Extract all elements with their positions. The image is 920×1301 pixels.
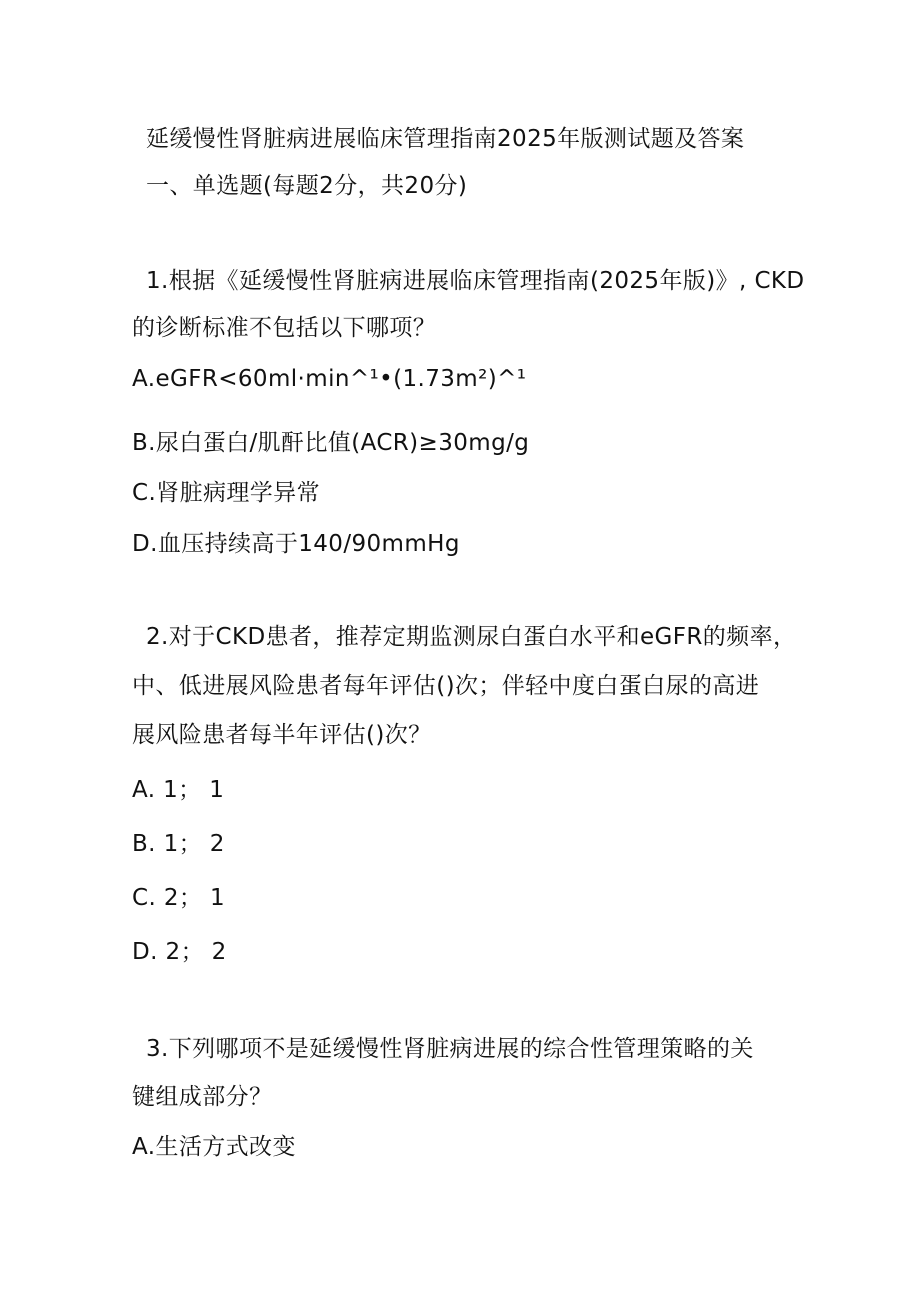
question-2-option-a: A. 1； 1 (132, 777, 225, 803)
question-1-text-line-1: 1.根据《延缓慢性肾脏病进展临床管理指南(2025年版)》, CKD (146, 268, 805, 294)
question-2-option-c: C. 2； 1 (132, 885, 226, 911)
question-2-option-b: B. 1； 2 (132, 831, 225, 857)
question-1-option-d: D.血压持续高于140/90mmHg (132, 531, 460, 557)
question-3-text-line-1: 3.下列哪项不是延缓慢性肾脏病进展的综合性管理策略的关 (146, 1036, 754, 1062)
document-title: 延缓慢性肾脏病进展临床管理指南2025年版测试题及答案 (146, 126, 745, 152)
question-1-option-a: A.eGFR<60ml·min^¹•(1.73m²)^¹ (132, 366, 527, 392)
question-1-option-b: B.尿白蛋白/肌酐比值(ACR)≥30mg/g (132, 430, 530, 456)
question-3-text-line-2: 键组成部分？ (132, 1084, 273, 1110)
question-2-option-d: D. 2； 2 (132, 939, 227, 965)
question-1-text-line-2: 的诊断标准不包括以下哪项？ (132, 315, 437, 341)
section-heading: 一、单选题(每题2分，共20分) (146, 173, 468, 199)
question-2-text-line-2: 中、低进展风险患者每年评估()次；伴轻中度白蛋白尿的高进 (132, 673, 760, 699)
question-1-option-c: C.肾脏病理学异常 (132, 480, 320, 506)
question-3-option-a: A.生活方式改变 (132, 1134, 296, 1160)
question-2-text-line-1: 2.对于CKD患者，推荐定期监测尿白蛋白水平和eGFR的频率， (146, 624, 797, 650)
question-2-text-line-3: 展风险患者每半年评估()次？ (132, 722, 432, 748)
